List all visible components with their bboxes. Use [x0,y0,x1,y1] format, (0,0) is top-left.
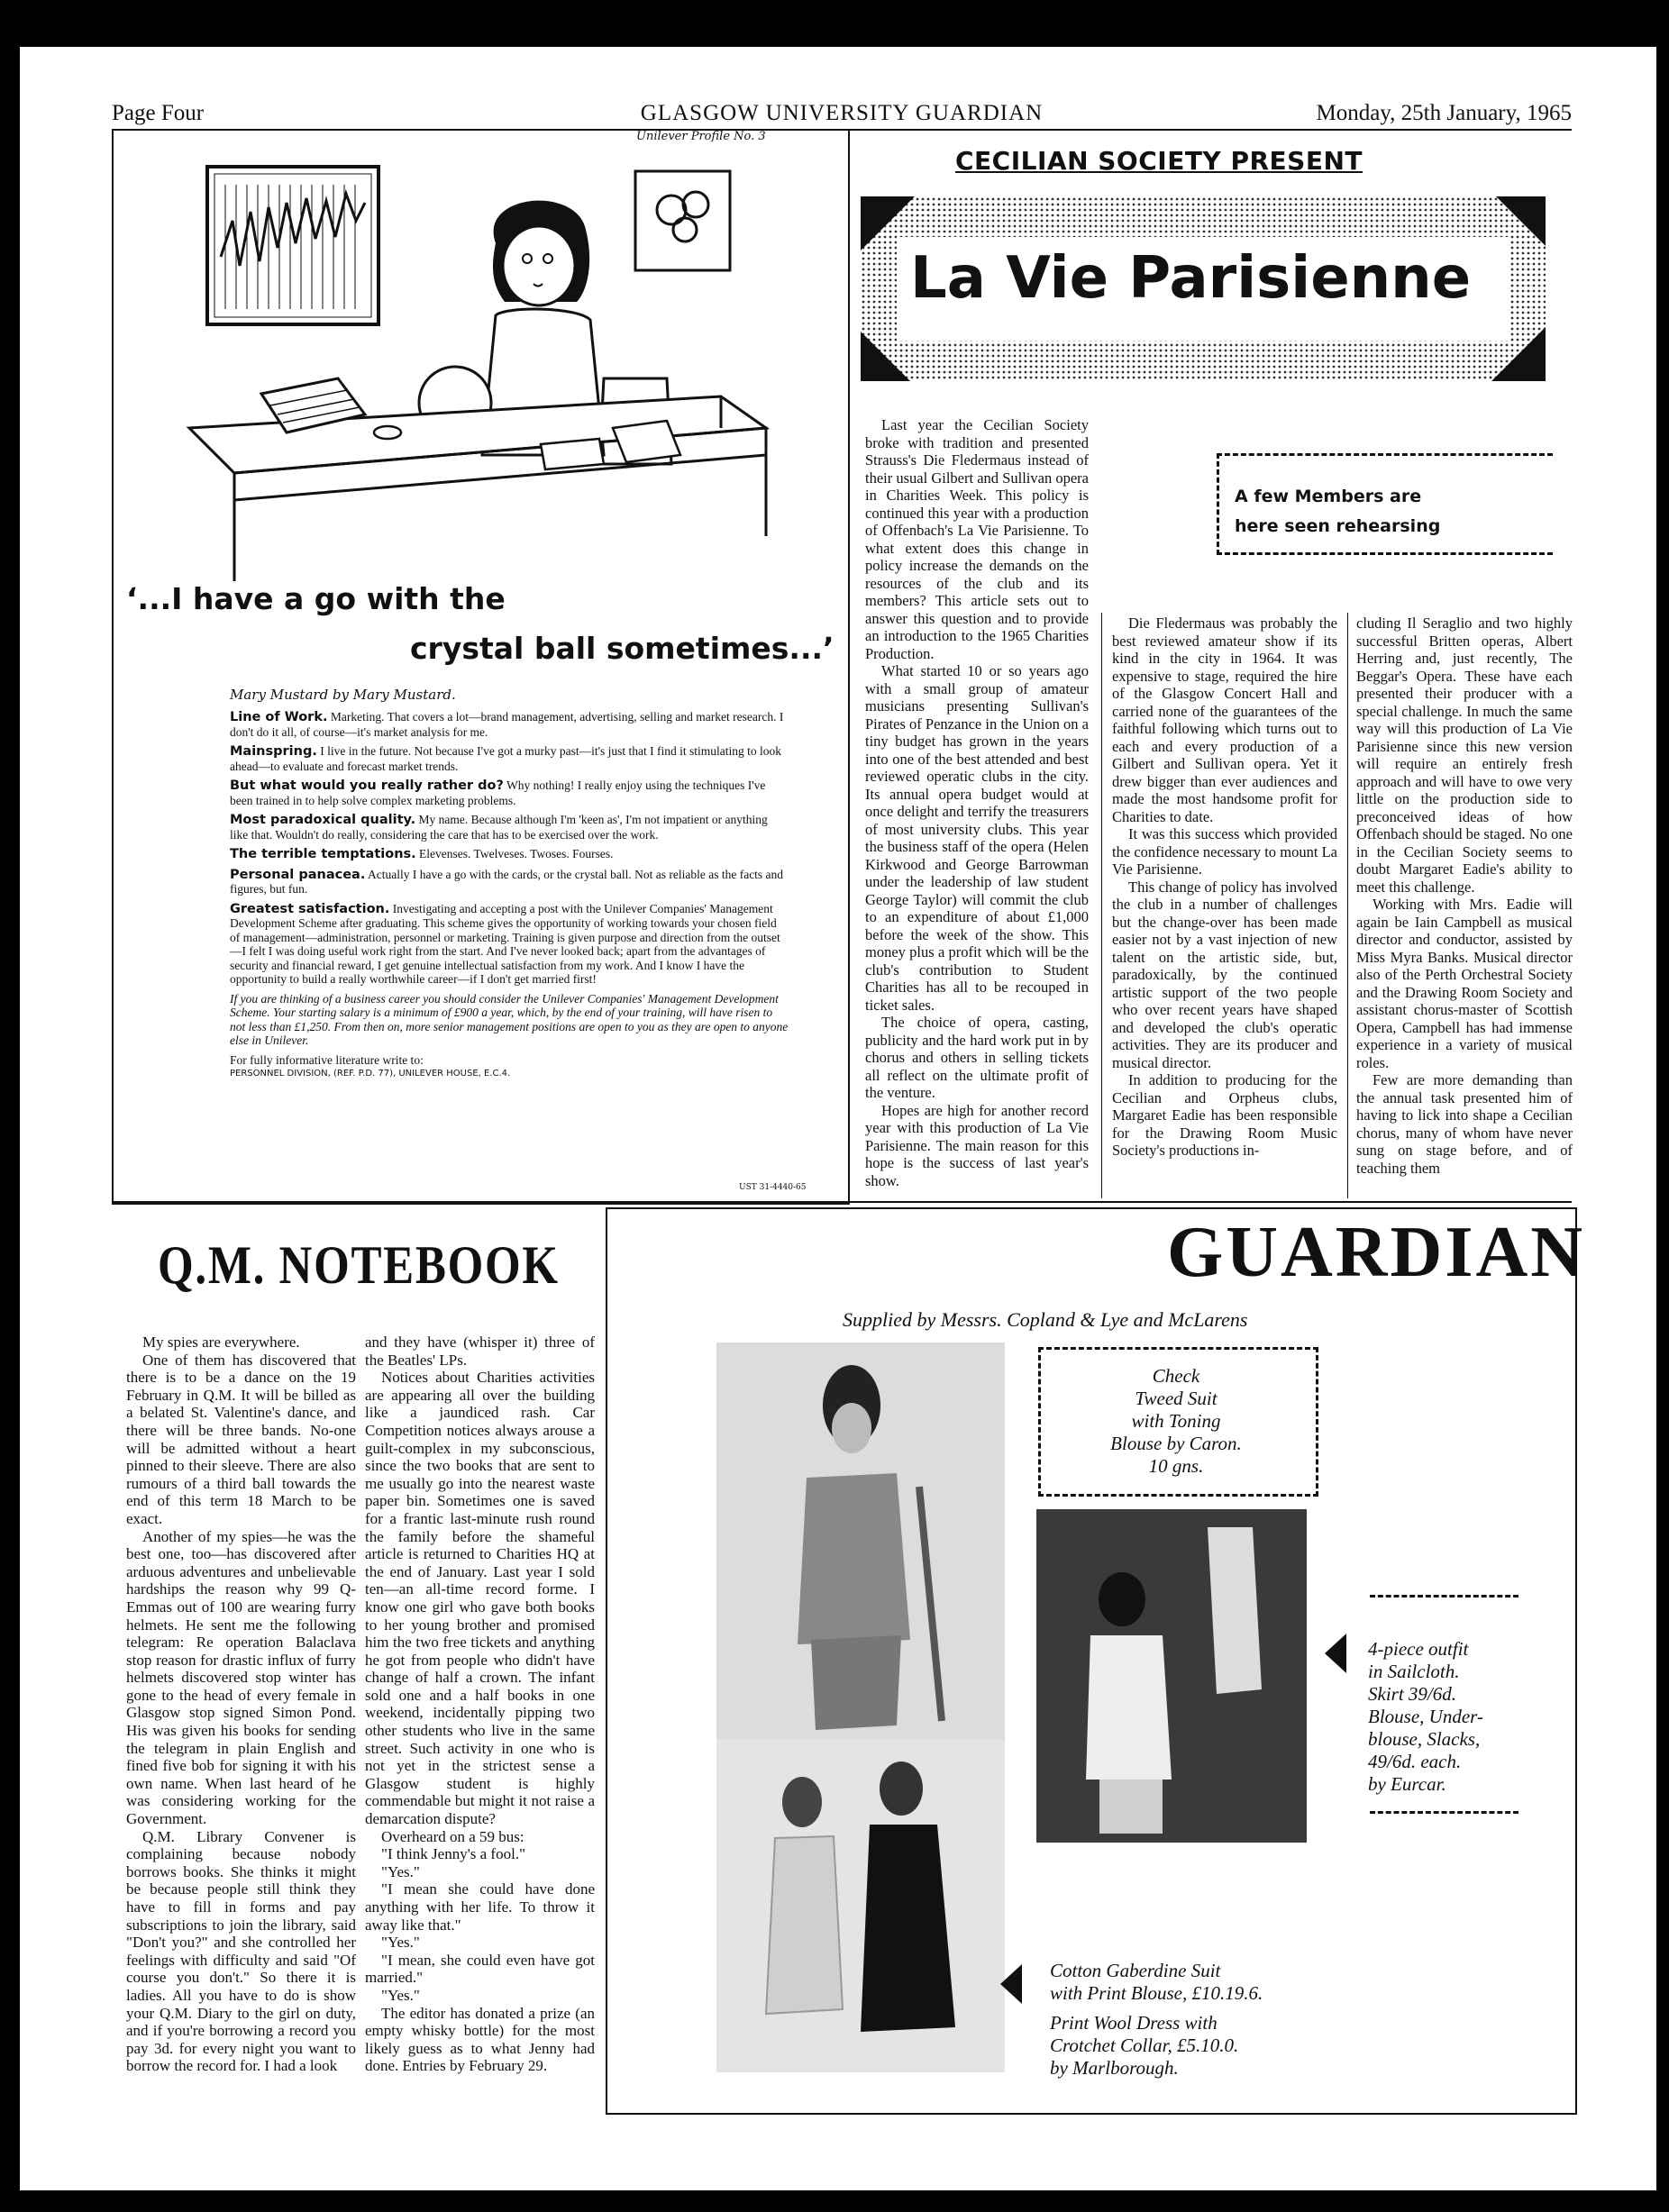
caption-sailcloth-outfit: 4-piece outfit in Sailcloth. Skirt 39/6d. Blouse, Under- blouse, Slacks, 49/6d. each. by Eurcar. [1368,1638,1483,1795]
ad-code: UST 31-4440-65 [739,1183,807,1192]
column-rule [1101,613,1102,1198]
cecilian-column-2: Die Fledermaus was probably the best reviewed amateur show if its kind in the city in 1964. It was expensive to stage, required the hire of the Glasgow Concert Hall and carried none of the guarantees of the faithful following which turns out to each and every production of a Gilbert and Sullivan opera. Yet it drew bigger than ever audiences and made the most handsome profit for Charities to date. It was this success which provided the confidence necessary to mount La Vie Parisienne. This change of policy has involved the club in a number of challenges but the change-over has been made easier not by a vast injection of new talent on the artistic side, but, paradoxically, by the continued artistic support of the two people who over recent years have shaped and developed the club's operatic activities. They are its producer and musical director. In addition to producing for the Cecilian and Orpheus clubs, Margaret Eadie has been responsible for the Drawing Room Music Society's productions in- [1112,614,1337,1159]
ad-item: Greatest satisfaction. Investigating and accepting a post with the Unilever Companies' Management Development Scheme after graduating. This scheme gives the opportunity of working towards your chosen field of management—administration, personnel or marketing. Training is given purpose and direction from the outset—I felt I was doing useful work right from the start. And I've never looked back; apart from the advantages of security and financial reward, I get genuine intellectual satisfaction from my work. And I know I have the opportunity to build a really worthwhile career—if I don't get married first! [230,901,780,986]
pointer-arrow-icon [1000,1964,1022,2004]
photo-tweed-suit [716,1343,1005,1739]
cecilian-column-1: Last year the Cecilian Society broke with tradition and presented Strauss's Die Fledermaus instead of their usual Gilbert and Sullivan opera in Charities Week. This policy is continued this year with a production of Offenbach's La Vie Parisienne. To what extent does this change in policy increase the demands on the resources of the club and its members? This article sets out to answer this question and to provide an introduction to the 1965 Charities Production. What started 10 or so years ago with a small group of amateur musicians presenting Sullivan's Pirates of Penzance in the Union on a tiny budget has grown in the years into one of the best attended and best reviewed operatic clubs in the city. Its annual opera budget would at once delight and terrify the treasurers of most university clubs. This year the business staff of the opera (Helen Kirkwood and George Barrowman under the leadership of law student George Taylor) will commit the club to an expenditure of about £1,000 before the week of the show. This money plus a profit which will be the club's contribution to Student Charities has all to be recouped in ticket sales. The choice of opera, casting, publicity and the hard work put in by chorus and others in selling tickets all reflect on the ultimate profit of the venture. Hopes are high for another record year with this production of La Vie Parisienne. The main reason for this hope is the success of last year's show. [865,416,1089,1189]
scan-border-top [0,0,1669,47]
caption-tweed-suit: Check Tweed Suit with Toning Blouse by Caron. 10 gns. [1110,1365,1242,1477]
caption-rule [1370,1595,1519,1598]
paper-name: GLASGOW UNIVERSITY GUARDIAN [640,101,1044,125]
ad-write-to: For fully informative literature write to: [230,1052,424,1067]
issue-date: Monday, 25th January, 1965 [1316,101,1572,125]
pointer-arrow-icon [1325,1634,1346,1673]
fashion-supplier: Supplied by Messrs. Copland & Lye and McLarens [843,1308,1248,1331]
ad-item: Mainspring. I live in the future. Not because I've got a murky past—it's just that I find it stimulating to look ahead—to evaluate and forecast market trends. [230,744,782,773]
ad-address: PERSONNEL DIVISION, (REF. P.D. 77), UNILEVER HOUSE, E.C.4. [230,1069,511,1079]
rehearsal-caption: A few Members are here seen rehearsing [1235,487,1441,536]
notebook-title: Q.M. NOTEBOOK [158,1235,560,1295]
ad-body [230,710,789,1081]
scan-border-bottom [0,2190,1669,2212]
cecilian-heading: CECILIAN SOCIETY PRESENT [955,146,1363,176]
ad-quote-line2: crystal ball sometimes...’ [410,631,834,666]
page-number: Page Four [112,101,205,125]
photo-cotton-suit-and-wool-dress [716,1739,1005,2072]
column-rule [1347,613,1348,1198]
ad-item: The terrible temptations. Elevenses. Twelveses. Twoses. Fourses. [230,847,614,861]
ad-reference: Unilever Profile No. 3 [636,130,766,143]
ad-byline: Mary Mustard by Mary Mustard. [230,687,456,703]
photo-sailcloth-outfit [1036,1509,1307,1843]
ad-quote-line1: ‘...I have a go with the [126,581,506,616]
cecilian-column-3: cluding Il Seraglio and two highly successful Britten operas, Albert Herring and, just recently, The Beggar's Opera. These have each presented their producer with a special challenge. In much the same way will this production of La Vie Parisienne since this new version will require an entirely fresh approach and will have to owe very little on the production side to preconceived ideas of how Offenbach should be staged. No one in the Cecilian Society seems to doubt Margaret Eadie's ability to meet this challenge. Working with Mrs. Eadie will again be Iain Campbell as musical director and conductor, assisted by Miss Myra Banks. Musical director also of the Perth Orchestral Society and the Drawing Room Society and assistant chorus-master of Scottish Opera, Campbell has had immense experience in a variety of musical roles. Few are more demanding than the annual task presented him of having to lick into shape a Cecilian chorus, many of whom have never sung on stage before, and of teaching them [1356,614,1573,1177]
ad-footnote: If you are thinking of a business career you should consider the Unilever Companies' Management Development Scheme. Your starting salary is a minimum of £900 a year, which, by the end of your training, will have risen to not less than £1,250. From then on, more senior management positions are open to you as they are open to anyone else in Unilever. [230,991,789,1047]
caption-rule [1370,1811,1519,1814]
section-rule [112,1201,1572,1203]
ad-illustration [180,158,793,590]
title-la-vie-parisienne: La Vie Parisienne [910,245,1472,312]
scan-border-right [1656,0,1669,2212]
notebook-column-1: My spies are everywhere. One of them has discovered that there is to be a dance on the 19 February in Q.M. It will be billed as a belated St. Valentine's dance, and there will be three bands. No-one will be admitted without a heart pinned to their sleeve. There are also rumours of a third ball towards the end of this term 18 March to be exact. Another of my spies—he was the best one, too—has discovered after arduous adventures and unbelievable hardships the reason why 99 Q-Emmas out of 100 are wearing furry helmets. He sent me the following telegram: Re operation Balaclava stop reason for drastic influx of furry helmets discovered stop winter has gone to the head of every female in Glasgow stop signed Simon Pond. His was given his books for sending the telegram in plain English and fined five bob for signing it with his own name. When last heard of he was considering working for the Government. Q.M. Library Convener is complaining because nobody borrows books. She thinks it might be because people still think they have to fill in forms and pay subscriptions to join the library, said "Don't you?" and she controlled her feelings with difficulty and said "Of course you don't." So there it is ladies. All you have to do is show your Q.M. Diary to the girl on duty, and if you're borrowing a record you pay 3d. for every night you want to borrow the record for. I had a look [126,1334,356,2075]
ad-item: Line of Work. Marketing. That covers a lot—brand management, advertising, selling and market research. I don't do it all, of course—it's market analysis for me. [230,710,784,739]
ad-item: But what would you really rather do? Why nothing! I really enjoy using the techniques I've been trained in to help solve complex marketing problems. [230,778,766,807]
scan-border-left [0,0,20,2212]
masthead [112,101,1572,132]
fashion-title: GUARDIAN [1167,1213,1585,1292]
ad-item: Most paradoxical quality. My name. Because although I'm 'keen as', I'm not impatient or anything like that. Wouldn't do really, considering the care that has to be exercised over the work. [230,813,768,842]
notebook-column-2: and they have (whisper it) three of the Beatles' LPs. Notices about Charities activities are appearing all over the building like a jaundiced rash. Car Competition notices always arouse a guilt-complex in my subconscious, since the two books that are sent to me usually go into the nearest waste paper bin. Sometimes one is saved for a frantic last-minute rush round the family before the shameful article is returned to Charities HQ at the end of January. Last year I sold ten—an all-time record forme. I know one girl who gave both books to her young brother and promised him the two free tickets and anything he got from people who didn't have change of half a crown. The infant sold one and a half books in one weekend, incidentally pipping two other students who live in the same street. Such activity in one who is not yet in the strictest sense a Glasgow student is highly commendable but might it not raise a demarcation dispute? Overheard on a 59 bus: "I think Jenny's a fool." "Yes." "I mean she could have done anything with her life. To throw it away like that." "Yes." "I mean, she could even have got married." "Yes." The editor has donated a prize (an empty whisky bottle) for the most likely guess as to what Jenny had done. Entries by February 29. [365,1334,595,2075]
caption-cotton-suit-wool-dress: Cotton Gaberdine Suit with Print Blouse, £10.19.6. Print Wool Dress with Crotchet Collar, £5.10.0. by Marlborough. [1050,1960,1263,2079]
ad-item: Personal panacea. Actually I have a go with the cards, or the crystal ball. Not as reliable as the facts and figures, but fun. [230,867,784,896]
